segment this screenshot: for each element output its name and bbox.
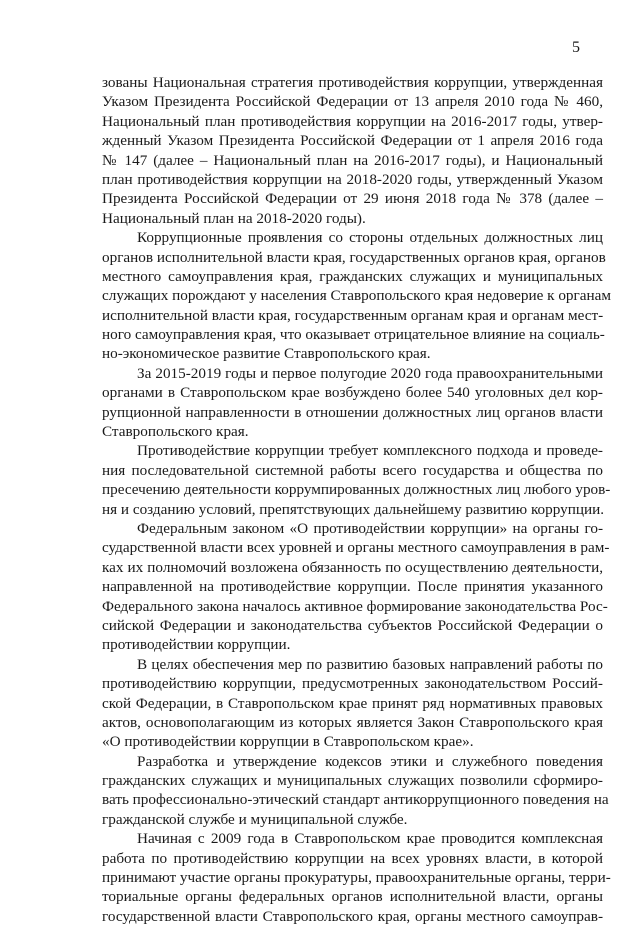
text-line: Ставропольского края. <box>102 423 249 441</box>
text-line: органами в Ставропольском крае возбуждено более 540 уголовных дел кор- <box>102 384 603 402</box>
text-line: Указом Президента Российской Федерации от 13 апреля 2010 года № 460, <box>102 93 603 111</box>
text-line: государственной власти Ставропольского края, органы местного самоуправ- <box>102 907 603 925</box>
page-number: 5 <box>572 39 580 56</box>
text-line: служащих порождают у населения Ставропольского края недоверие к органам <box>102 287 611 305</box>
text-line: ния последовательной системной работы всего государства и общества по <box>102 461 603 479</box>
text-line: направленной на противодействие коррупции. После принятия указанного <box>102 578 603 596</box>
text-line: Национальный план на 2018-2020 годы). <box>102 209 366 227</box>
text-line: актов, основополагающим из которых является Закон Ставропольского края <box>102 713 603 731</box>
text-line: ториальные органы федеральных органов исполнительной власти, органы <box>102 888 603 906</box>
text-line: Национальный план противодействия коррупции на 2016-2017 годы, утвер- <box>102 112 603 130</box>
paragraph-first-line: В целях обеспечения мер по развитию базовых направлений работы по <box>137 655 603 673</box>
paragraph-first-line: Федеральным законом «О противодействии коррупции» на органы го- <box>137 519 603 537</box>
text-line: жденный Указом Президента Российской Федерации от 1 апреля 2016 года <box>102 132 603 150</box>
text-line: сийской Федерации и законодательства субъектов Российской Федерации о <box>102 616 603 634</box>
text-line: принимают участие органы прокуратуры, правоохранительные органы, терри- <box>102 869 611 887</box>
text-line: ской Федерации, в Ставропольском крае принят ряд нормативных правовых <box>102 694 603 712</box>
paragraph-first-line: Противодействие коррупции требует комплексного подхода и проведе- <box>137 442 603 460</box>
text-line: рупционной направленности в отношении должностных лиц органов власти <box>102 403 603 421</box>
text-line: вать профессионально-этический стандарт антикоррупционного поведения на <box>102 791 609 809</box>
text-line: Федерального закона началось активное формирование законодательства Рос- <box>102 597 608 615</box>
text-line: местного самоуправления края, гражданских служащих и муниципальных <box>102 267 603 285</box>
text-line: работа по противодействию коррупции на всех уровнях власти, в которой <box>102 849 603 867</box>
text-line: «О противодействии коррупции в Ставропольском крае». <box>102 733 474 751</box>
paragraph-first-line: За 2015-2019 годы и первое полугодие 2020 года правоохранительными <box>137 364 603 382</box>
text-line: но-экономическое развитие Ставропольского края. <box>102 345 431 363</box>
body-text <box>102 73 611 926</box>
text-line: гражданских служащих и муниципальных служащих позволили сформиро- <box>102 772 603 790</box>
text-line: противодействию коррупции, предусмотренных законодательством Россий- <box>102 675 603 693</box>
paragraph-first-line: Разработка и утверждение кодексов этики и служебного поведения <box>137 752 603 770</box>
text-line: план противодействия коррупции на 2018-2020 годы, утвержденный Указом <box>102 170 603 188</box>
text-line: сударственной власти всех уровней и органы местного самоуправления в рам- <box>102 539 610 557</box>
text-line: № 147 (далее – Национальный план на 2016-2017 годы), и Национальный <box>102 151 603 169</box>
text-line: Президента Российской Федерации от 29 июня 2018 года № 378 (далее – <box>102 190 603 208</box>
text-line: противодействии коррупции. <box>102 636 291 654</box>
text-line: ках их полномочий возложена обязанность по осуществлению деятельности, <box>102 558 603 576</box>
text-line: ня и созданию условий, препятствующих дальнейшему развитию коррупции. <box>102 500 605 518</box>
text-line: зованы Национальная стратегия противодействия коррупции, утвержденная <box>102 74 603 91</box>
text-line: ного самоуправления края, что оказывает отрицательное влияние на социаль- <box>102 326 605 344</box>
text-line: органов исполнительной власти края, государственных органов края, органов <box>102 248 606 266</box>
text-line: пресечению деятельности коррумпированных должностных лиц любого уров- <box>102 481 611 499</box>
text-line: исполнительной власти края, государственным органам края и органам мест- <box>102 306 604 324</box>
paragraph-first-line: Коррупционные проявления со стороны отдельных должностных лиц <box>137 229 603 247</box>
text-line: гражданской службе и муниципальной службе. <box>102 810 408 828</box>
paragraph-first-line: Начиная с 2009 года в Ставропольском крае проводится комплексная <box>137 830 603 848</box>
